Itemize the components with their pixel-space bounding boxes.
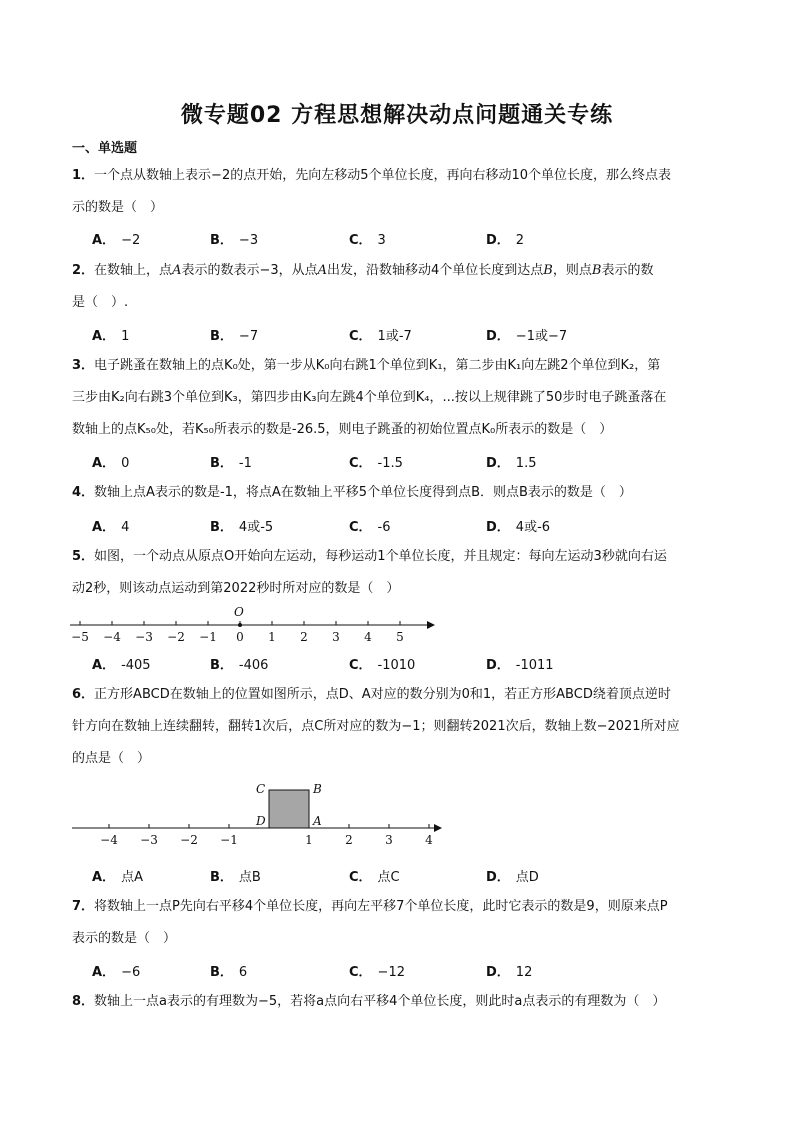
option-c[interactable]: C． -6 (349, 520, 391, 535)
axis-tick-label: −3 (135, 630, 153, 644)
question-2: 2．在数轴上，点A表示的数表示−3，从点A出发，沿数轴移动4个单位长度到达点B，则点B表示的数 是（ ）. (72, 255, 732, 319)
question-text: 如图，一个动点从原点O开始向左运动，每秒运动1个单位长度，并且规定：每向左运动3秒就向右运 (94, 549, 667, 564)
question-7-options (92, 961, 712, 981)
question-6 (72, 679, 732, 775)
question-text: 将数轴上一点P先向右平移4个单位长度，再向左平移7个单位长度，此时它表示的数是9，则原来点P (94, 899, 668, 914)
option-b[interactable]: B． 6 (210, 965, 248, 980)
question-3 (72, 350, 732, 446)
number-line-figure-5 (60, 600, 440, 645)
option-a[interactable]: A． 点A (92, 870, 143, 885)
question-text: 电子跳蚤在数轴上的点K₀处，第一步从K₀向右跳1个单位到K₁，第二步由K₁向左跳2个单位到K₂，第 (94, 358, 661, 373)
question-number: 2． (72, 263, 95, 278)
section-heading: 一、单选题 (72, 141, 138, 156)
axis-tick-label: 3 (332, 630, 340, 644)
axis-tick-label: −1 (220, 833, 238, 847)
axis-tick-label: 4 (425, 833, 433, 847)
option-a[interactable]: A． -405 (92, 658, 151, 673)
axis-tick-label: −3 (140, 833, 158, 847)
question-4 (72, 477, 732, 509)
axis-tick-label: −2 (167, 630, 185, 644)
axis-arrow (427, 621, 435, 629)
option-d[interactable]: D． 1.5 (486, 456, 537, 471)
axis-arrow (434, 824, 442, 832)
axis-tick-label: −4 (103, 630, 121, 644)
question-number: 3． (72, 358, 95, 373)
axis-tick-label: 1 (305, 833, 313, 847)
question-number: 1． (72, 168, 95, 183)
page-title: 微专题02 方程思想解决动点问题通关专练 (180, 103, 614, 128)
option-d[interactable]: D． -1011 (486, 658, 554, 673)
option-b[interactable]: B． −3 (210, 233, 259, 248)
square-number-line-figure (64, 778, 449, 848)
option-c[interactable]: C． 点C (349, 870, 400, 885)
question-1 (72, 160, 732, 224)
axis-tick-label: 0 (236, 630, 244, 644)
origin-label: O (234, 605, 244, 619)
question-7 (72, 891, 732, 955)
option-c[interactable]: C． −12 (349, 965, 405, 980)
option-b[interactable]: B． 4或-5 (210, 520, 274, 535)
question-number: 4． (72, 485, 95, 500)
option-a[interactable]: A． −6 (92, 965, 141, 980)
option-c[interactable]: C． -1.5 (349, 456, 403, 471)
question-5 (72, 541, 732, 605)
question-text: 数轴上一点a表示的有理数为−5，若将a点向右平移4个单位长度，则此时a点表示的有理数为（ ） (94, 994, 666, 1009)
axis-tick-label: 4 (364, 630, 372, 644)
question-text: 一个点从数轴上表示−2的点开始，先向左移动5个单位长度，再向右移动10个单位长度，那么终点表 (94, 168, 672, 183)
question-number: 5． (72, 549, 95, 564)
square-abcd (269, 790, 309, 828)
axis-tick-label: −2 (180, 833, 198, 847)
question-4-options (92, 516, 712, 536)
option-a[interactable]: A． 1 (92, 329, 130, 344)
option-b[interactable]: B． 点B (210, 870, 261, 885)
question-number: 7． (72, 899, 95, 914)
vertex-b-label: B (313, 782, 322, 796)
option-d[interactable]: D． 2 (486, 233, 525, 248)
option-a[interactable]: A． −2 (92, 233, 141, 248)
question-text: 正方形ABCD在数轴上的位置如图所示，点D、A对应的数分别为0和1，若正方形ABCD绕着顶点逆时 (94, 687, 671, 702)
option-c[interactable]: C． 3 (349, 233, 386, 248)
question-8 (72, 986, 732, 1018)
option-c[interactable]: C． -1010 (349, 658, 416, 673)
option-a[interactable]: A． 0 (92, 456, 130, 471)
option-b[interactable]: B． -1 (210, 456, 252, 471)
axis-tick-label: 2 (345, 833, 353, 847)
vertex-a-label: A (313, 814, 322, 828)
option-b[interactable]: B． -406 (210, 658, 269, 673)
origin-dot (238, 623, 242, 627)
option-d[interactable]: D． 点D (486, 870, 539, 885)
question-5-options (92, 654, 712, 674)
option-d[interactable]: D． −1或−7 (486, 329, 568, 344)
question-text: 动2秒，则该动点运动到第2022秒时所对应的数是（ ） (72, 581, 400, 596)
question-text: 表示的数是（ ） (72, 931, 177, 946)
option-d[interactable]: D． 12 (486, 965, 533, 980)
vertex-d-label: D (256, 814, 266, 828)
question-text: 针方向在数轴上连续翻转，翻转1次后，点C所对应的数为−1；则翻转2021次后，数轴上数−2021所对应 (72, 719, 680, 734)
question-3-options (92, 452, 712, 472)
axis-tick-label: −5 (71, 630, 89, 644)
question-text: 示的数是（ ） (72, 200, 164, 215)
option-c[interactable]: C． 1或-7 (349, 329, 412, 344)
question-text: 三步由K₂向右跳3个单位到K₃，第四步由K₃向左跳4个单位到K₄，...按以上规律跳了50步时电子跳蚤落在 (72, 390, 667, 405)
question-1-options (92, 229, 712, 249)
axis-tick-label: 1 (268, 630, 276, 644)
axis-tick-label: 3 (385, 833, 393, 847)
question-text: 的点是（ ） (72, 751, 151, 766)
axis-tick-label: −1 (199, 630, 217, 644)
question-text: 是（ ）. (72, 295, 129, 310)
vertex-c-label: C (256, 782, 266, 796)
option-a[interactable]: A． 4 (92, 520, 130, 535)
axis-tick-label: 5 (396, 630, 404, 644)
axis-tick-label: 2 (300, 630, 308, 644)
question-number: 6． (72, 687, 95, 702)
option-d[interactable]: D． 4或-6 (486, 520, 551, 535)
question-2-options (92, 325, 712, 345)
question-number: 8． (72, 994, 95, 1009)
question-6-options (92, 866, 712, 886)
question-text: 数轴上的点K₅₀处，若K₅₀所表示的数是-26.5，则电子跳蚤的初始位置点K₀所表示的数是（ ） (72, 422, 613, 437)
option-b[interactable]: B． −7 (210, 329, 259, 344)
axis-tick-label: −4 (100, 833, 118, 847)
question-text: 数轴上点A表示的数是-1，将点A在数轴上平移5个单位长度得到点B．则点B表示的数是（ ） (94, 485, 632, 500)
